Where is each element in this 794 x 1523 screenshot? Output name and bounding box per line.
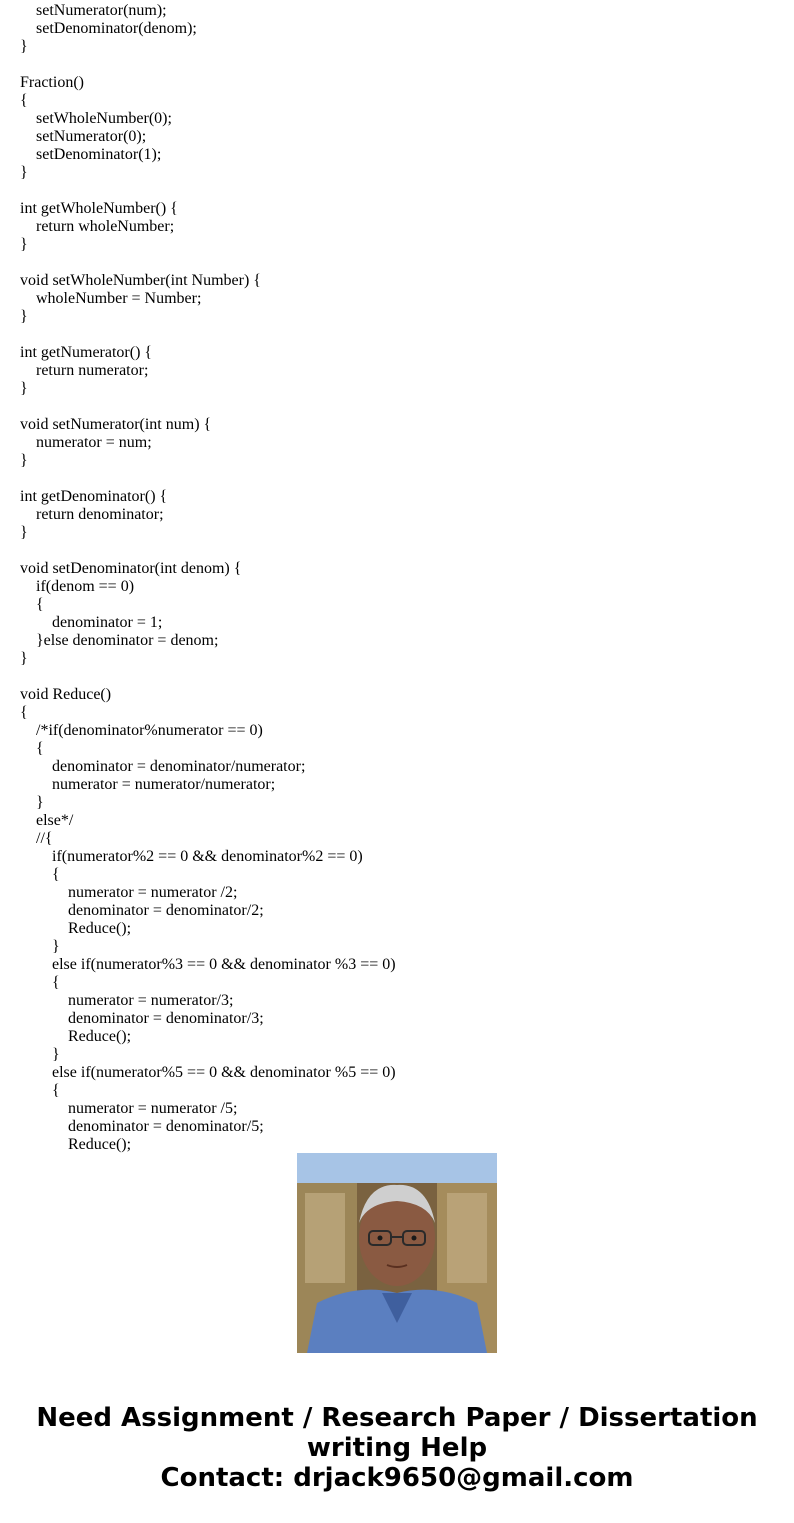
code-line: { xyxy=(20,974,60,991)
code-line: } xyxy=(20,524,28,541)
code-line: void setDenominator(int denom) { xyxy=(20,560,242,577)
code-line: setNumerator(num); xyxy=(20,2,167,19)
code-line xyxy=(20,182,780,200)
code-line: { xyxy=(20,866,60,883)
code-line: int getWholeNumber() { xyxy=(20,200,178,217)
code-line: numerator = numerator /5; xyxy=(20,1100,238,1117)
footer-line-2: writing Help xyxy=(306,1433,488,1463)
code-line: Reduce(); xyxy=(20,1136,132,1153)
author-portrait-image xyxy=(297,1153,497,1353)
code-line: numerator = numerator /2; xyxy=(20,884,238,901)
code-line: denominator = 1; xyxy=(20,614,163,631)
code-line: if(numerator%2 == 0 && denominator%2 == 0) xyxy=(20,848,363,865)
author-avatar xyxy=(297,1153,497,1353)
code-line: }else denominator = denom; xyxy=(20,632,219,649)
code-line: { xyxy=(20,704,28,721)
code-line: } xyxy=(20,308,28,325)
code-line: wholeNumber = Number; xyxy=(20,290,202,307)
code-line: } xyxy=(20,236,28,253)
code-line xyxy=(20,668,780,686)
code-line: void setNumerator(int num) { xyxy=(20,416,212,433)
code-line: else if(numerator%3 == 0 && denominator %3 == 0) xyxy=(20,956,396,973)
code-line: denominator = denominator/3; xyxy=(20,1010,264,1027)
code-line: return numerator; xyxy=(20,362,149,379)
code-line: void Reduce() xyxy=(20,686,112,703)
code-line: /*if(denominator%numerator == 0) xyxy=(20,722,263,739)
code-line: } xyxy=(20,380,28,397)
code-line: } xyxy=(20,650,28,667)
contact-banner xyxy=(0,1403,794,1493)
code-line: Fraction() xyxy=(20,74,84,91)
code-line: } xyxy=(20,164,28,181)
code-line xyxy=(20,542,780,560)
code-line: } xyxy=(20,1046,60,1063)
code-line: int getNumerator() { xyxy=(20,344,153,361)
code-line: setDenominator(1); xyxy=(20,146,162,163)
code-line: { xyxy=(20,92,28,109)
code-line: int getDenominator() { xyxy=(20,488,168,505)
footer-line-1: Need Assignment / Research Paper / Dissertation xyxy=(36,1403,758,1433)
code-line: } xyxy=(20,794,44,811)
code-line: //{ xyxy=(20,830,53,847)
code-line xyxy=(20,56,780,74)
code-line: { xyxy=(20,596,44,613)
code-line: Reduce(); xyxy=(20,1028,132,1045)
code-line: } xyxy=(20,452,28,469)
code-line: setDenominator(denom); xyxy=(20,20,197,37)
code-line: numerator = numerator/3; xyxy=(20,992,234,1009)
code-line xyxy=(20,398,780,416)
code-line: numerator = num; xyxy=(20,434,152,451)
code-line: setWholeNumber(0); xyxy=(20,110,172,127)
code-listing xyxy=(20,2,780,1153)
code-line: void setWholeNumber(int Number) { xyxy=(20,272,261,289)
code-line: setNumerator(0); xyxy=(20,128,147,145)
code-line xyxy=(20,254,780,272)
code-line: numerator = numerator/numerator; xyxy=(20,776,276,793)
code-line xyxy=(20,470,780,488)
code-line: { xyxy=(20,740,44,757)
code-line: denominator = denominator/numerator; xyxy=(20,758,306,775)
code-line: denominator = denominator/5; xyxy=(20,1118,264,1135)
code-line: denominator = denominator/2; xyxy=(20,902,264,919)
code-line: } xyxy=(20,938,60,955)
code-line: return denominator; xyxy=(20,506,164,523)
footer-contact: Contact: drjack9650@gmail.com xyxy=(160,1463,634,1493)
code-line: { xyxy=(20,1082,60,1099)
code-line: } xyxy=(20,38,28,55)
code-line: else*/ xyxy=(20,812,74,829)
code-line: if(denom == 0) xyxy=(20,578,135,595)
code-line: Reduce(); xyxy=(20,920,132,937)
code-line: return wholeNumber; xyxy=(20,218,175,235)
code-line: else if(numerator%5 == 0 && denominator %5 == 0) xyxy=(20,1064,396,1081)
code-line xyxy=(20,326,780,344)
